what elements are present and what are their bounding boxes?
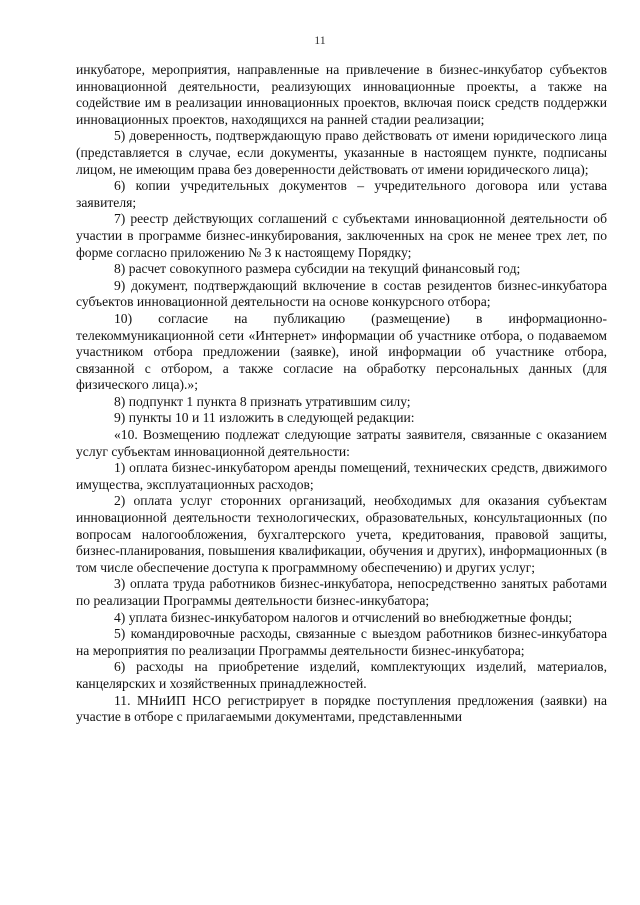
paragraph-item-7: 7) реестр действующих соглашений с субъектами инновационной деятельности об участии в программе бизнес-инкубирования, заключенных на срок не менее трех лет, по форме согласно приложению № 3 к настоящему Порядку; [76,211,607,260]
paragraph-amendment-8: 8) подпункт 1 пункта 8 признать утратившим силу; [114,393,411,409]
paragraph-item-8: 8) расчет совокупного размера субсидии на текущий финансовый год; [114,261,521,277]
paragraph-expense-2: 2) оплата услуг сторонних организаций, необходимых для оказания субъектам инновационной деятельности технологических, образовательных, консультационных (по вопросам налогообложения, бухгалтерского учета, кредитования, правовой защиты, бизнес-планирования, повышения квалификации, обучения и других), информационных (в том числе обеспечение доступа к программному обеспечению) и других услуг; [76,493,607,575]
paragraph-item-10: 10) согласие на публикацию (размещение) в информационно-телекоммуникационной сети «Интернет» информации об участнике отбора, о подаваемом участником отбора предложении (заявке), иной информации об участнике отбора, связанной с отбором, а также согласие на обработку персональных данных (для физического лица).»; [76,310,607,393]
paragraph-item-6: 6) копии учредительных документов – учредительного договора или устава заявителя; [76,178,607,210]
paragraph-item-9: 9) документ, подтверждающий включение в состав резидентов бизнес-инкубатора субъектов инновационной деятельности на основе конкурсного отбора; [76,277,607,310]
paragraph-expense-5: 5) командировочные расходы, связанные с выездом работников бизнес-инкубатора на мероприятия по реализации Программы деятельности бизнес-инкубатора; [76,626,607,658]
document-body [76,62,607,726]
paragraph-expense-3: 3) оплата труда работников бизнес-инкубатора, непосредственно занятых работами по реализации Программы деятельности бизнес-инкубатора; [76,576,607,608]
page-number: 11 [314,33,326,47]
paragraph-expense-4: 4) уплата бизнес-инкубатором налогов и отчислений во внебюджетные фонды; [114,609,573,625]
paragraph-expense-1: 1) оплата бизнес-инкубатором аренды помещений, технических средств, движимого имущества, эксплуатационных расходов; [76,460,607,492]
paragraph-item-5: 5) доверенность, подтверждающую право действовать от имени юридического лица (представляется в случае, если документы, указанные в настоящем пункте, подписаны лицом, не имеющим права без доверенности действовать от имени юридического лица); [76,128,607,177]
paragraph-clause-10: «10. Возмещению подлежат следующие затраты заявителя, связанные с оказанием услуг субъектам инновационной деятельности: [76,427,607,459]
paragraph-amendment-9: 9) пункты 10 и 11 изложить в следующей редакции: [114,410,415,426]
paragraph-continuation: инкубаторе, мероприятия, направленные на привлечение в бизнес-инкубатор субъектов инновационной деятельности, реализующих инновационные проекты, а также на содействие им в реализации инновационных проектов, включая поиск средств поддержки инновационных проектов, находящихся на ранней стадии реализации; [76,62,607,127]
paragraph-expense-6: 6) расходы на приобретение изделий, комплектующих изделий, материалов, канцелярских и хозяйственных принадлежностей. [76,659,607,691]
paragraph-clause-11: 11. МНиИП НСО регистрирует в порядке поступления предложения (заявки) на участие в отборе с прилагаемыми документами, представленными [76,692,607,725]
